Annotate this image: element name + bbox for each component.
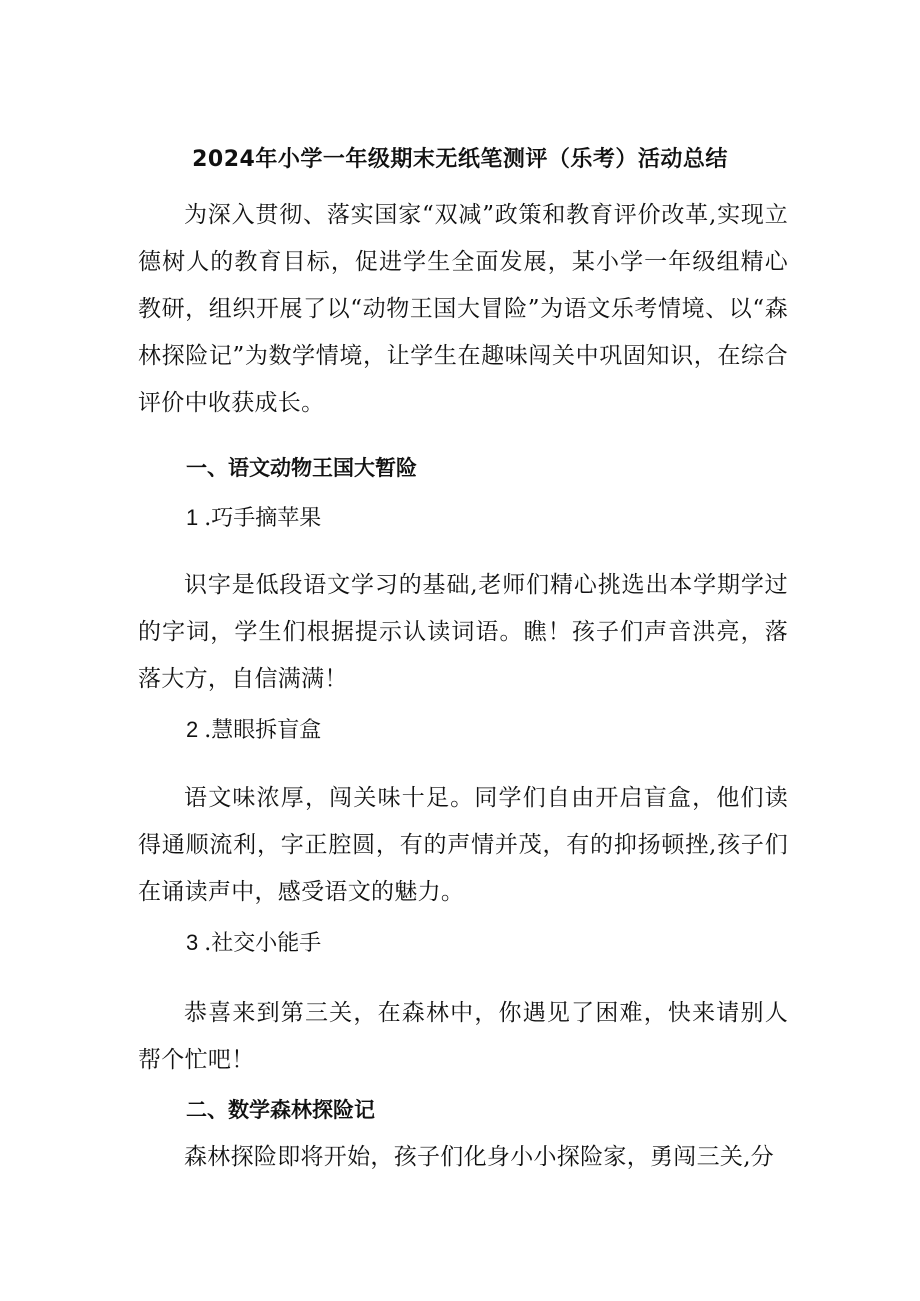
item-1-paragraph: 识字是低段语文学习的基础,老师们精心挑选出本学期学过的字词，学生们根据提示认读词语。瞧！孩子们声音洪亮，落落大方，自信满满！ <box>138 572 788 692</box>
item-1-number: 1 <box>186 505 199 530</box>
item-1-heading <box>186 498 786 539</box>
item-3-label: .社交小能手 <box>204 931 322 956</box>
item-2-label: .慧眼拆盲盒 <box>204 718 322 743</box>
intro-paragraph: 为深入贯彻、落实国家“双减”政策和教育评价改革,实现立德树人的教育目标，促进学生全面发展，某小学一年级组精心教研，组织开展了以“动物王国大冒险”为语文乐考情境、以“森林探险记”为数学情境，让学生在趣味闯关中巩固知识，在综合评价中收获成长。 <box>138 202 788 416</box>
item-3-number: 3 <box>186 930 199 955</box>
item-1-label: .巧手摘苹果 <box>204 506 322 531</box>
item-3-heading <box>186 923 786 964</box>
section-1-heading: 一、语文动物王国大暂险 <box>186 456 417 480</box>
item-2-heading <box>186 710 786 751</box>
document-title: 2024年小学一年级期末无纸笔测评（乐考）活动总结 <box>192 147 728 172</box>
section-2-paragraph: 森林探险即将开始，孩子们化身小小探险家，勇闯三关,分 <box>184 1144 775 1170</box>
item-2-paragraph: 语文味浓厚，闯关味十足。同学们自由开启盲盒，他们读得通顺流利，字正腔圆，有的声情并茂，有的抑扬顿挫,孩子们在诵读声中，感受语文的魅力。 <box>138 785 788 905</box>
item-3-paragraph: 恭喜来到第三关，在森林中，你遇见了困难，快来请别人帮个忙吧！ <box>138 1000 788 1073</box>
section-2-heading: 二、数学森林探险记 <box>186 1098 375 1122</box>
item-2-number: 2 <box>186 717 199 742</box>
